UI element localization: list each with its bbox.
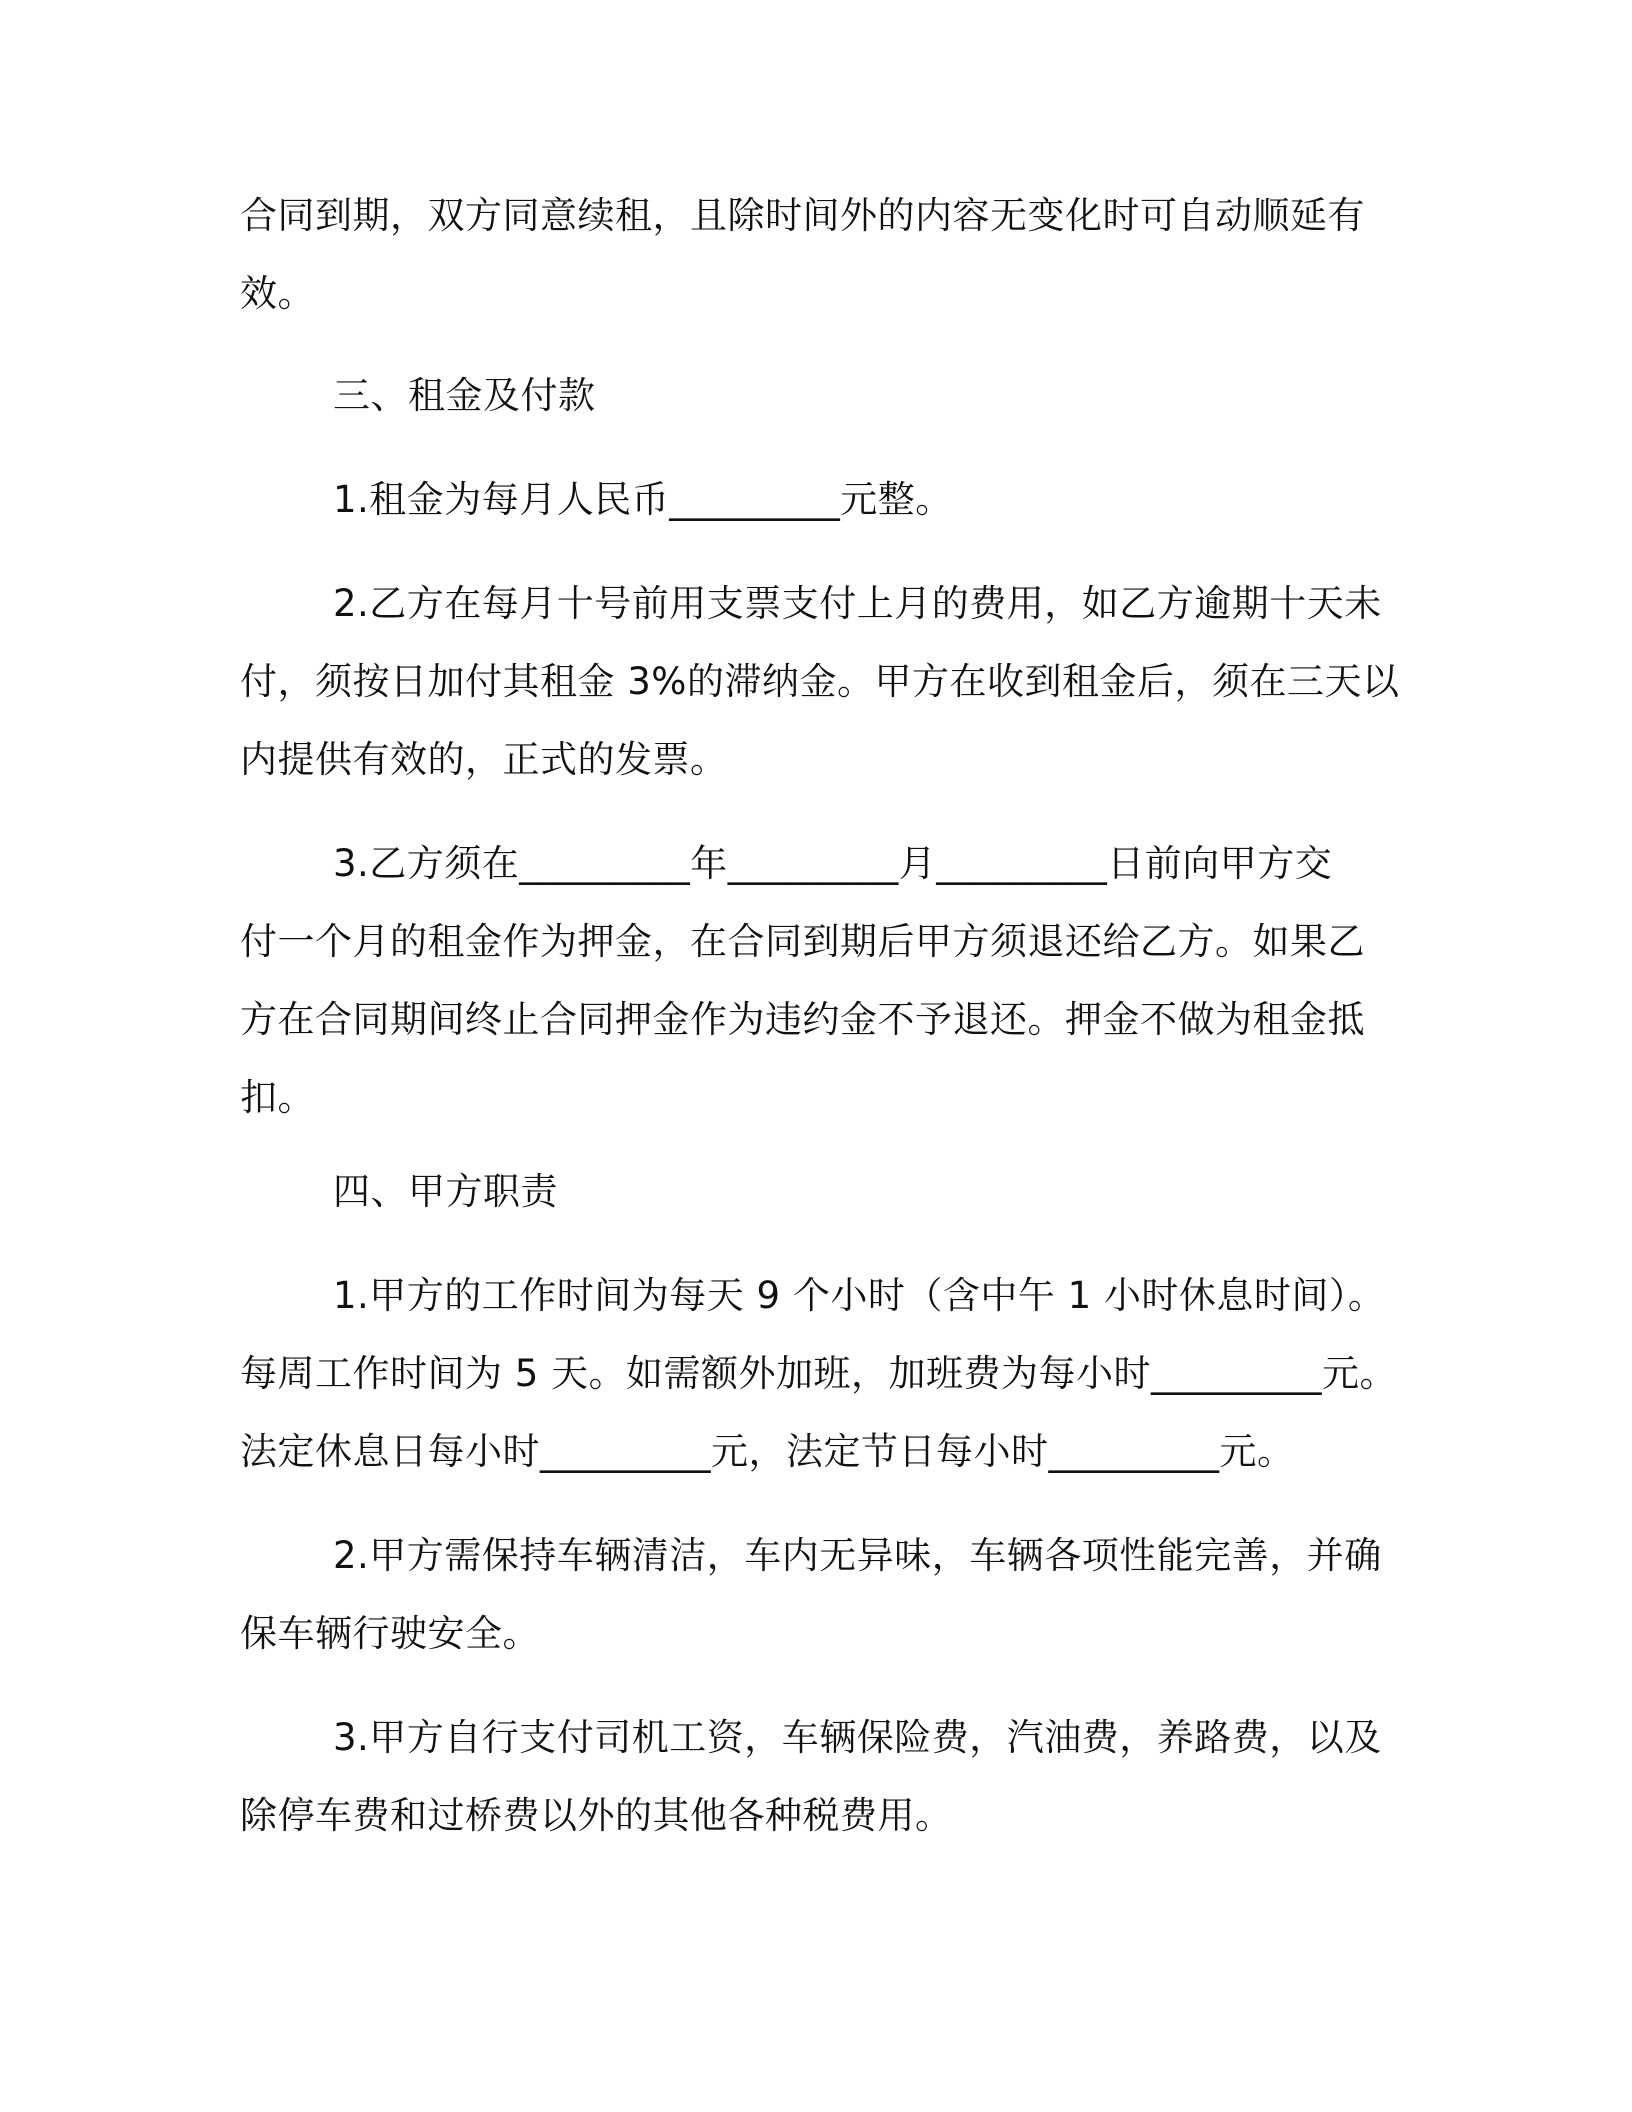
- paragraph-line: 保车辆行驶安全。: [240, 1612, 540, 1655]
- paragraph-line: 付一个月的租金作为押金，在合同到期后甲方须退还给乙方。如果乙: [240, 920, 1365, 963]
- paragraph-line: 扣。: [240, 1076, 315, 1119]
- paragraph-line: 1.租金为每月人民币_________元整。: [333, 478, 953, 521]
- paragraph-line: 法定休息日每小时_________元，法定节日每小时_________元。: [240, 1430, 1295, 1473]
- paragraph-line: 效。: [240, 272, 315, 315]
- paragraph-line: 3.乙方须在_________年_________月_________日前向甲方交: [333, 842, 1333, 885]
- paragraph-line: 每周工作时间为 5 天。如需额外加班，加班费为每小时_________元。: [240, 1352, 1398, 1395]
- paragraph-line: 2.乙方在每月十号前用支票支付上月的费用，如乙方逾期十天未: [333, 582, 1382, 625]
- paragraph-line: 除停车费和过桥费以外的其他各种税费用。: [240, 1794, 953, 1837]
- paragraph-line: 付，须按日加付其租金 3%的滞纳金。甲方在收到租金后，须在三天以: [240, 660, 1400, 703]
- paragraph-line: 内提供有效的，正式的发票。: [240, 738, 728, 781]
- section-heading: 三、租金及付款: [333, 374, 596, 417]
- paragraph-line: 1.甲方的工作时间为每天 9 个小时（含中午 1 小时休息时间）。: [333, 1274, 1386, 1317]
- section-heading: 四、甲方职责: [333, 1170, 558, 1213]
- paragraph-line: 3.甲方自行支付司机工资，车辆保险费，汽油费，养路费，以及: [333, 1716, 1382, 1759]
- paragraph-line: 2.甲方需保持车辆清洁，车内无异味，车辆各项性能完善，并确: [333, 1534, 1382, 1577]
- paragraph-line: 合同到期，双方同意续租，且除时间外的内容无变化时可自动顺延有: [240, 194, 1365, 237]
- paragraph-line: 方在合同期间终止合同押金作为违约金不予退还。押金不做为租金抵: [240, 998, 1365, 1041]
